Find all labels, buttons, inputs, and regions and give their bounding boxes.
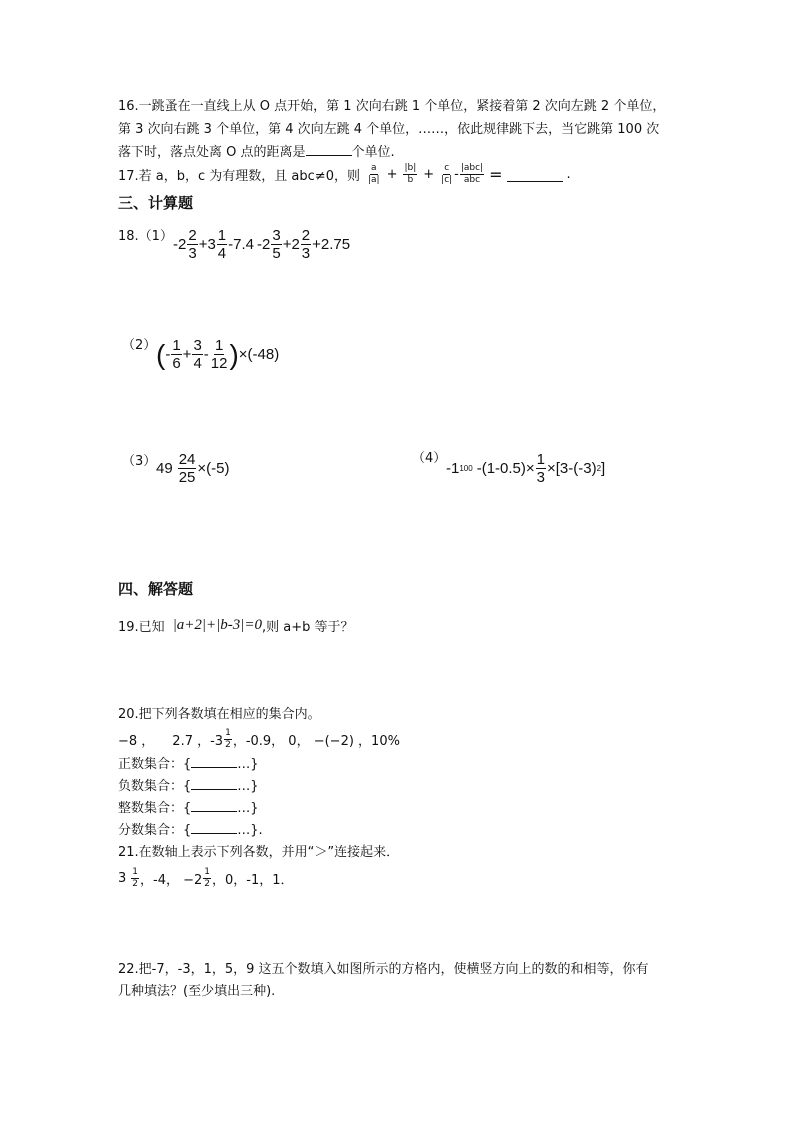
answer-blank[interactable] bbox=[191, 797, 237, 812]
term: - bbox=[203, 346, 209, 363]
frac-denominator: 2 bbox=[204, 878, 211, 889]
set-integer bbox=[118, 797, 259, 820]
frac-denominator: 6 bbox=[172, 355, 181, 372]
answer-blank[interactable] bbox=[507, 167, 563, 182]
term: ×(-48) bbox=[238, 346, 280, 363]
term: +2 bbox=[282, 236, 300, 253]
fraction bbox=[187, 228, 197, 261]
fraction bbox=[536, 452, 546, 485]
left-paren: ( bbox=[156, 338, 166, 370]
q20-numbers bbox=[118, 728, 400, 750]
exponent: 2 bbox=[596, 464, 602, 473]
q19-expr: |a+2|+|b-3|=0 bbox=[172, 616, 263, 633]
answer-blank[interactable] bbox=[306, 141, 352, 156]
fraction bbox=[224, 729, 232, 750]
term: -2 bbox=[173, 236, 187, 253]
q16-line1: 16.一跳蚤在一直线上从 O 点开始，第 1 次向右跳 1 个单位，紧接着第 2 次向左跳 2 个单位， bbox=[118, 99, 666, 114]
frac-numerator: 3 bbox=[193, 337, 202, 354]
plus-sign: + bbox=[423, 166, 435, 182]
number: ，-4， −2 bbox=[140, 872, 203, 888]
frac-denominator: 5 bbox=[272, 245, 281, 262]
q18-expr-2 bbox=[156, 338, 279, 371]
frac-denominator: abc bbox=[463, 174, 481, 185]
q18-expr-3 bbox=[156, 452, 229, 485]
q22-line2: 几种填法？(至少填出三种). bbox=[118, 984, 276, 999]
frac-numerator: 3 bbox=[272, 227, 281, 244]
frac-numerator: |abc| bbox=[460, 162, 484, 173]
term: ×[3-(-3) bbox=[546, 460, 597, 477]
set-negative bbox=[118, 775, 259, 798]
number: −8 ， bbox=[118, 733, 155, 749]
q18-label-3: （3） bbox=[122, 454, 157, 469]
q17-end: . bbox=[566, 166, 571, 182]
q18-expr-1 bbox=[173, 228, 350, 261]
frac-denominator: 25 bbox=[178, 469, 196, 486]
set-positive bbox=[118, 753, 259, 776]
frac-numerator: 1 bbox=[132, 866, 139, 877]
q16-line2: 第 3 次向右跳 3 个单位，第 4 次向左跳 4 个单位，……，依此规律跳下去，当它跳第 100 次 bbox=[118, 122, 660, 137]
frac-numerator: 1 bbox=[217, 227, 227, 244]
q18-label-1: 18.（1） bbox=[118, 229, 173, 244]
frac-numerator: 1 bbox=[225, 727, 231, 738]
frac-numerator: 1 bbox=[214, 337, 224, 354]
fraction bbox=[178, 452, 197, 485]
q17-frac-4 bbox=[460, 164, 484, 185]
q17-frac-2 bbox=[403, 164, 417, 185]
term: ×(-5) bbox=[197, 460, 230, 477]
frac-numerator: |b| bbox=[404, 162, 417, 173]
term: + bbox=[182, 346, 192, 363]
q17-prefix: 17.若 a，b，c 为有理数，且 abc≠0，则 bbox=[118, 168, 360, 184]
frac-denominator: 4 bbox=[193, 355, 202, 372]
frac-numerator: c bbox=[444, 162, 450, 173]
term: -(1-0.5)× bbox=[476, 460, 535, 477]
term: - bbox=[165, 346, 171, 363]
fraction bbox=[271, 228, 281, 261]
fraction bbox=[301, 228, 311, 261]
q17 bbox=[118, 160, 571, 188]
frac-numerator: 1 bbox=[536, 451, 545, 468]
frac-numerator: 1 bbox=[204, 866, 211, 877]
plus-sign: + bbox=[386, 166, 398, 182]
q21-numbers bbox=[118, 866, 294, 890]
q16-line3-end: 个单位. bbox=[351, 145, 395, 160]
answer-blank[interactable] bbox=[191, 775, 237, 790]
q19 bbox=[118, 614, 354, 636]
section-heading-3: 三、计算题 bbox=[118, 194, 194, 212]
frac-denominator: 2 bbox=[225, 739, 231, 750]
frac-denominator: 4 bbox=[217, 245, 227, 262]
set-end: …}. bbox=[237, 823, 263, 838]
equals-sign: = bbox=[489, 164, 503, 184]
term: +2.75 bbox=[312, 236, 351, 253]
frac-denominator: b bbox=[407, 174, 414, 185]
q21-title: 21.在数轴上表示下列各数，并用“＞”连接起来． bbox=[118, 845, 400, 860]
q18-expr-4 bbox=[446, 452, 605, 485]
minus-sign: - bbox=[454, 166, 459, 182]
fraction bbox=[203, 868, 211, 889]
q18-label-2: （2） bbox=[122, 338, 157, 353]
frac-denominator: 3 bbox=[301, 245, 311, 262]
answer-blank[interactable] bbox=[191, 819, 237, 834]
number: ，-0.9， 0， −(−2) ，10% bbox=[232, 733, 400, 749]
set-end: …} bbox=[237, 779, 259, 794]
q17-frac-3 bbox=[440, 164, 453, 185]
q17-frac-1 bbox=[367, 164, 381, 185]
q19-suffix: ,则 a+b 等于？ bbox=[262, 619, 354, 635]
q22-line1: 22.把-7，-3，1，5，9 这五个数填入如图所示的方格内，使横竖方向上的数的和相等，你有 bbox=[118, 962, 649, 977]
fraction bbox=[131, 868, 139, 889]
set-end: …} bbox=[237, 757, 259, 772]
term: 49 bbox=[156, 460, 173, 477]
frac-denominator: |c| bbox=[441, 174, 453, 185]
right-paren: ) bbox=[229, 338, 239, 370]
fraction bbox=[217, 228, 227, 261]
q16-line3-text: 落下时，落点处离 O 点的距离是 bbox=[118, 145, 306, 160]
fraction bbox=[171, 338, 181, 371]
term: ] bbox=[601, 460, 606, 477]
term: +3 bbox=[198, 236, 216, 253]
set-fraction bbox=[118, 819, 263, 842]
set-label: 正数集合：{ bbox=[118, 757, 192, 772]
exponent: 100 bbox=[459, 464, 473, 473]
term: -1 bbox=[446, 460, 460, 477]
section-heading-4: 四、解答题 bbox=[118, 580, 194, 598]
frac-numerator: a bbox=[371, 162, 377, 173]
set-label: 分数集合：{ bbox=[118, 823, 192, 838]
q19-prefix: 19.已知 bbox=[118, 619, 165, 635]
term: -7.4 bbox=[228, 236, 254, 253]
number: ，0，-1，1． bbox=[212, 872, 294, 888]
frac-denominator: 2 bbox=[132, 878, 139, 889]
q18-label-4: （4） bbox=[412, 451, 447, 466]
frac-denominator: 12 bbox=[210, 355, 228, 372]
frac-numerator: 2 bbox=[188, 227, 197, 244]
frac-numerator: 2 bbox=[301, 227, 311, 244]
fraction bbox=[192, 338, 202, 371]
frac-numerator: 1 bbox=[172, 337, 181, 354]
number: 3 bbox=[118, 870, 127, 886]
set-label: 负数集合：{ bbox=[118, 779, 192, 794]
term: -2 bbox=[257, 236, 271, 253]
frac-denominator: 3 bbox=[536, 469, 545, 486]
set-end: …} bbox=[237, 801, 259, 816]
set-label: 整数集合：{ bbox=[118, 801, 192, 816]
frac-denominator: 3 bbox=[188, 245, 197, 262]
number: 2.7 ，-3 bbox=[172, 733, 224, 749]
answer-blank[interactable] bbox=[191, 753, 237, 768]
fraction bbox=[210, 338, 229, 371]
q20-title: 20.把下列各数填在相应的集合内。 bbox=[118, 707, 321, 722]
frac-numerator: 24 bbox=[178, 451, 196, 468]
frac-denominator: |a| bbox=[367, 174, 380, 185]
